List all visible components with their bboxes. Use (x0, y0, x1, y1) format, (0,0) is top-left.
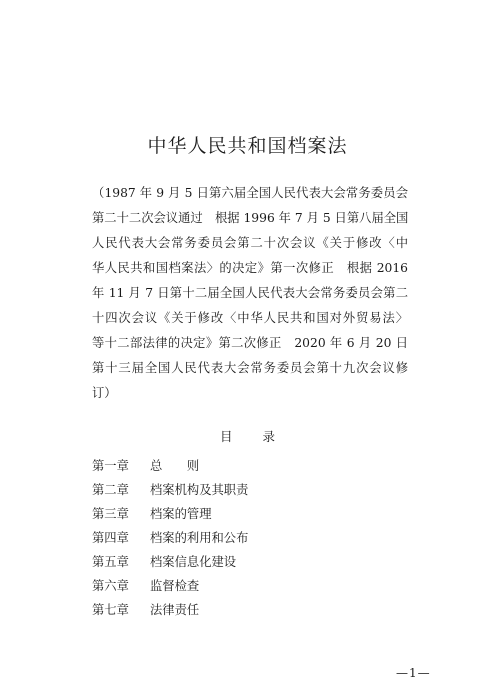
toc-item-title: 监督检查 (150, 579, 200, 593)
toc-item-number: 第三章 (92, 507, 129, 521)
toc-item (92, 504, 212, 522)
document-title: 中华人民共和国档案法 (147, 135, 348, 157)
toc-item-number: 第一章 (92, 459, 129, 473)
toc-item (92, 528, 248, 546)
toc-heading-right: 录 (262, 429, 276, 444)
toc-item-title: 档案的利用和公布 (150, 531, 249, 545)
toc-item-title: 档案信息化建设 (150, 555, 237, 569)
preamble-line: 人民代表大会常务委员会第二十次会议《关于修改〈中 (92, 236, 408, 250)
toc-item-number: 第五章 (92, 555, 129, 569)
toc-item (92, 552, 236, 570)
toc-item (92, 480, 248, 498)
preamble-line: 第二十二次会议通过 根据 1996 年 7 月 5 日第八届全国 (92, 211, 409, 225)
preamble-line: 年 11 月 7 日第十二届全国人民代表大会常务委员会第二 (92, 286, 408, 300)
toc-item-number: 第七章 (92, 603, 129, 617)
preamble-line: 华人民共和国档案法〉的决定》第一次修正 根据 2016 (92, 261, 408, 275)
toc-item (92, 576, 199, 594)
toc-item-title: 法律责任 (150, 603, 200, 617)
toc-item-number: 第四章 (92, 531, 129, 545)
toc-heading (0, 427, 495, 445)
page-number: —1— (396, 666, 431, 680)
preamble-line: 等十二部法律的决定》第二次修正 2020 年 6 月 20 日 (92, 336, 408, 350)
preamble-line: （1987 年 9 月 5 日第六届全国人民代表大会常务委员会 (92, 186, 408, 200)
toc-heading-left: 目 (219, 429, 233, 444)
toc-item-number: 第二章 (92, 483, 129, 497)
preamble-line: 第十三届全国人民代表大会常务委员会第十九次会议修 (92, 361, 408, 375)
preamble-line: 十四次会议《关于修改〈中华人民共和国对外贸易法〉 (92, 311, 408, 325)
toc-item (92, 600, 199, 618)
toc-item-title: 档案机构及其职责 (150, 483, 249, 497)
toc-item-title: 档案的管理 (150, 507, 212, 521)
toc-item (92, 456, 199, 474)
preamble-line: 订） (92, 386, 117, 400)
toc-item-number: 第六章 (92, 579, 129, 593)
toc-item-title: 总 则 (150, 459, 200, 473)
